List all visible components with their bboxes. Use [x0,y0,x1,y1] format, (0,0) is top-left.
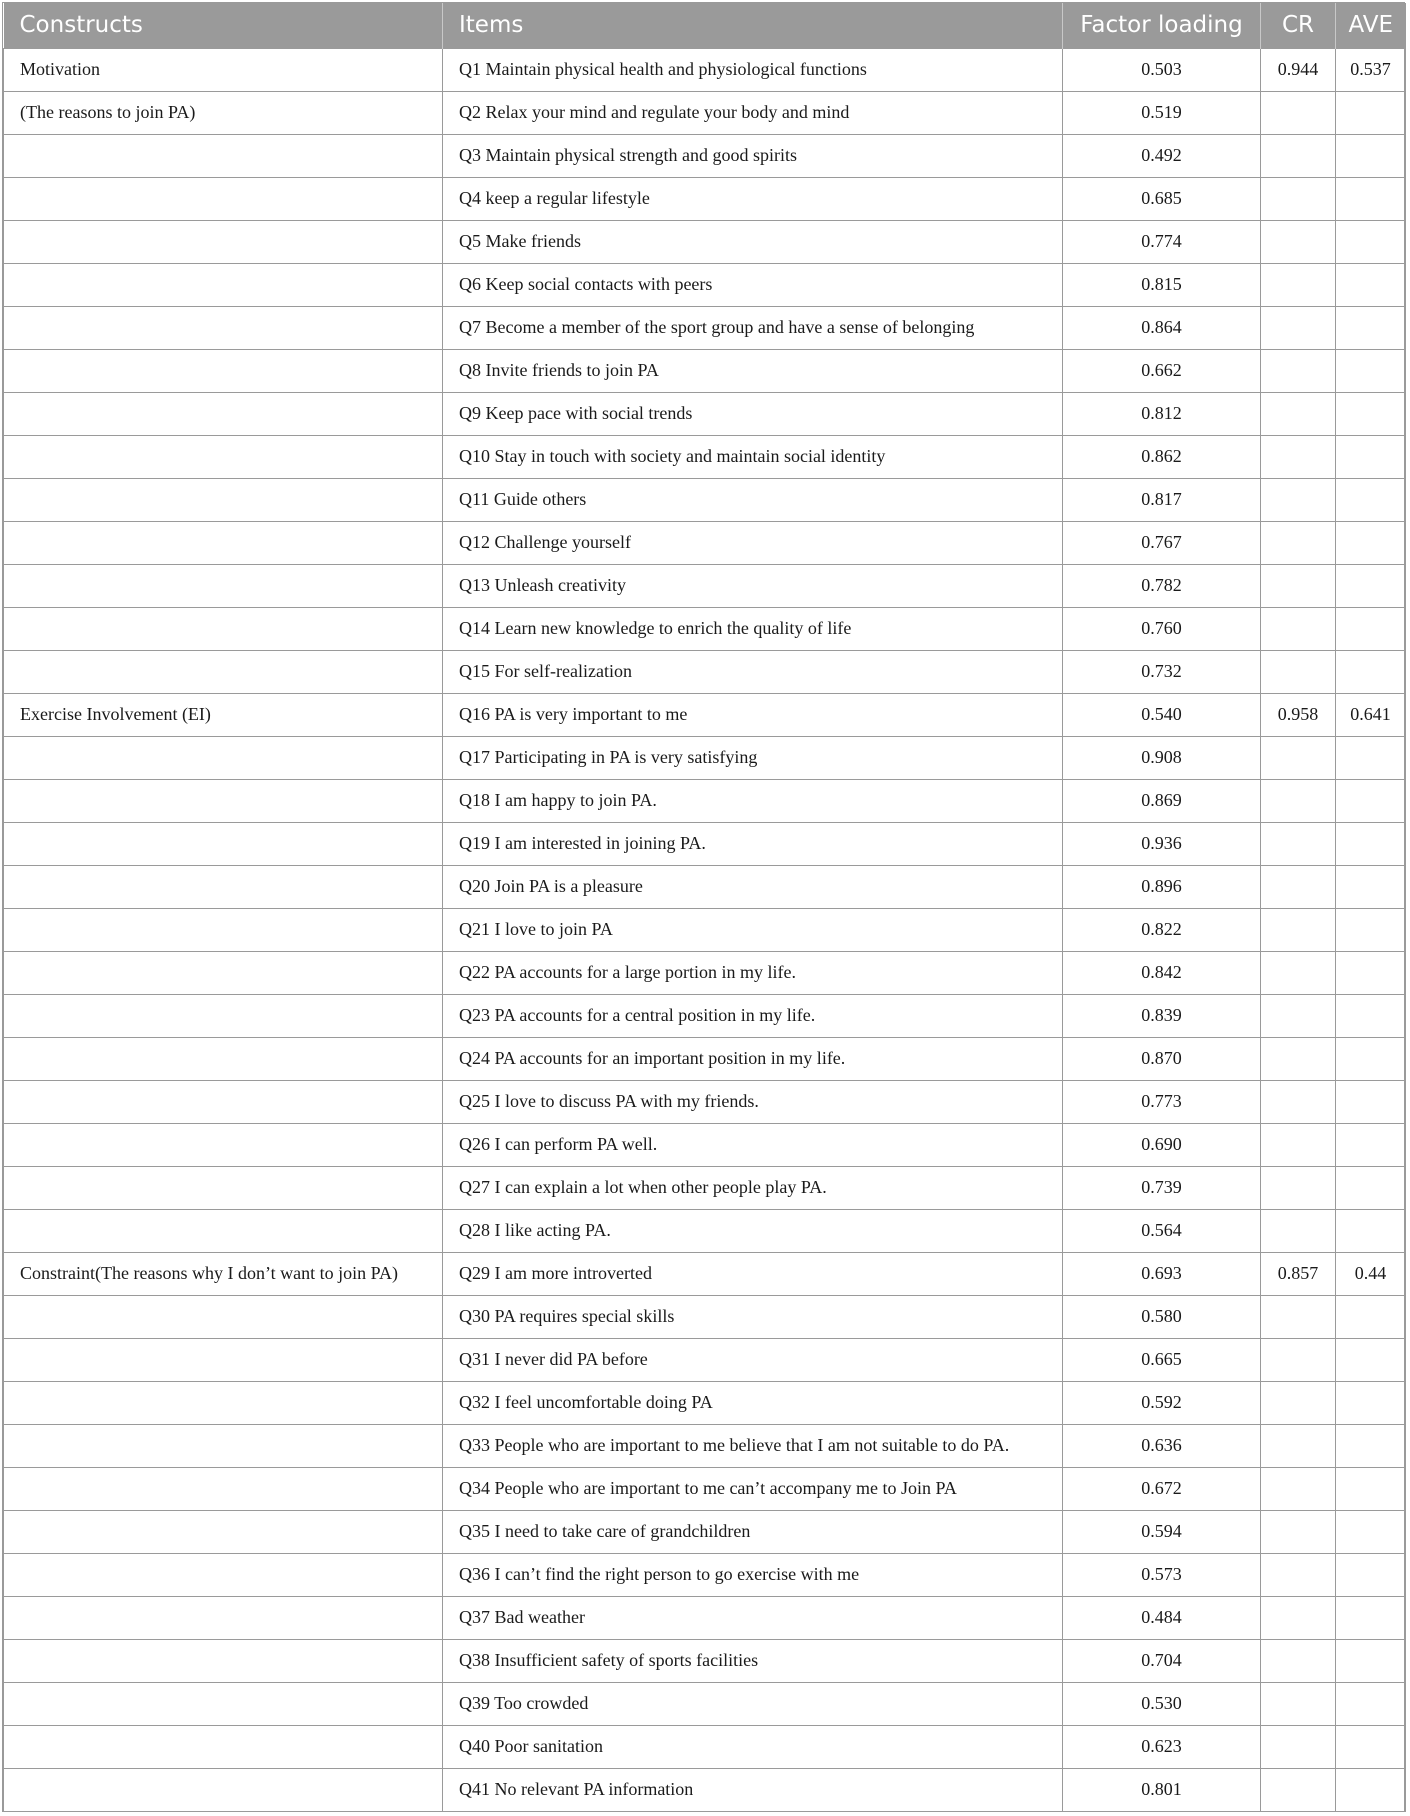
cell-factor-loading: 0.817 [1063,478,1261,521]
cell-construct [4,994,443,1037]
cell-construct [4,1123,443,1166]
cell-factor-loading: 0.908 [1063,736,1261,779]
cell-factor-loading: 0.767 [1063,521,1261,564]
table-row [4,1725,1406,1768]
cell-cr [1261,392,1336,435]
cell-construct [4,306,443,349]
cell-cr [1261,263,1336,306]
cell-factor-loading: 0.774 [1063,220,1261,263]
cell-cr [1261,951,1336,994]
cell-item: Q7 Become a member of the sport group and have a sense of belonging [443,306,1063,349]
table-row [4,1467,1406,1510]
cell-ave: 0.44 [1336,1252,1406,1295]
table-row [4,693,1406,736]
cell-factor-loading: 0.842 [1063,951,1261,994]
cell-cr: 0.857 [1261,1252,1336,1295]
cell-factor-loading: 0.870 [1063,1037,1261,1080]
cell-ave [1336,1553,1406,1596]
cell-factor-loading: 0.773 [1063,1080,1261,1123]
cell-construct [4,1553,443,1596]
cell-construct [4,521,443,564]
table-row [4,177,1406,220]
cell-item: Q27 I can explain a lot when other people play PA. [443,1166,1063,1209]
table-body [4,48,1406,1811]
cell-factor-loading: 0.896 [1063,865,1261,908]
cell-construct [4,1768,443,1811]
table-row [4,1510,1406,1553]
cell-cr [1261,349,1336,392]
cell-ave [1336,263,1406,306]
table-row [4,1424,1406,1467]
cell-ave [1336,1768,1406,1811]
table-row [4,521,1406,564]
cell-construct [4,1209,443,1252]
cell-ave: 0.641 [1336,693,1406,736]
cell-cr [1261,521,1336,564]
cell-ave [1336,1209,1406,1252]
table-row [4,392,1406,435]
cell-factor-loading: 0.685 [1063,177,1261,220]
table-row [4,1209,1406,1252]
cell-construct [4,650,443,693]
cell-ave [1336,1037,1406,1080]
table-row [4,1252,1406,1295]
factor-loading-table [3,3,1406,1812]
cell-construct [4,865,443,908]
cell-factor-loading: 0.693 [1063,1252,1261,1295]
table-row [4,1166,1406,1209]
cell-construct [4,177,443,220]
cell-factor-loading: 0.864 [1063,306,1261,349]
cell-item: Q16 PA is very important to me [443,693,1063,736]
cell-item: Q28 I like acting PA. [443,1209,1063,1252]
table-row [4,48,1406,91]
cell-ave [1336,1123,1406,1166]
table-row [4,908,1406,951]
cell-item: Q40 Poor sanitation [443,1725,1063,1768]
header-items: Items [443,3,1063,48]
table-row [4,564,1406,607]
cell-cr [1261,1381,1336,1424]
cell-cr [1261,177,1336,220]
cell-ave [1336,1596,1406,1639]
cell-cr [1261,1639,1336,1682]
cell-cr [1261,1424,1336,1467]
cell-ave [1336,779,1406,822]
cell-construct: Motivation [4,48,443,91]
table-row [4,1338,1406,1381]
cell-factor-loading: 0.862 [1063,435,1261,478]
table-row [4,263,1406,306]
cell-item: Q18 I am happy to join PA. [443,779,1063,822]
cell-item: Q1 Maintain physical health and physiological functions [443,48,1063,91]
table-row [4,1553,1406,1596]
cell-cr [1261,1037,1336,1080]
cell-cr [1261,306,1336,349]
cell-factor-loading: 0.580 [1063,1295,1261,1338]
cell-ave [1336,1166,1406,1209]
cell-factor-loading: 0.815 [1063,263,1261,306]
cell-factor-loading: 0.573 [1063,1553,1261,1596]
cell-factor-loading: 0.662 [1063,349,1261,392]
cell-item: Q3 Maintain physical strength and good spirits [443,134,1063,177]
cell-construct [4,1510,443,1553]
cell-cr [1261,1510,1336,1553]
cell-construct [4,736,443,779]
cell-item: Q15 For self-realization [443,650,1063,693]
cell-factor-loading: 0.690 [1063,1123,1261,1166]
cell-cr [1261,564,1336,607]
table-row [4,822,1406,865]
cell-item: Q23 PA accounts for a central position in my life. [443,994,1063,1037]
table-row [4,91,1406,134]
cell-construct [4,220,443,263]
table-row [4,951,1406,994]
cell-item: Q24 PA accounts for an important position in my life. [443,1037,1063,1080]
cell-item: Q22 PA accounts for a large portion in my life. [443,951,1063,994]
cell-ave [1336,435,1406,478]
cell-factor-loading: 0.564 [1063,1209,1261,1252]
cell-construct [4,1166,443,1209]
cell-factor-loading: 0.540 [1063,693,1261,736]
cell-item: Q21 I love to join PA [443,908,1063,951]
table-row [4,865,1406,908]
cell-factor-loading: 0.732 [1063,650,1261,693]
cell-ave [1336,822,1406,865]
cell-ave [1336,736,1406,779]
cell-ave [1336,650,1406,693]
cell-factor-loading: 0.812 [1063,392,1261,435]
cell-factor-loading: 0.739 [1063,1166,1261,1209]
cell-construct [4,951,443,994]
cell-item: Q38 Insufficient safety of sports facilities [443,1639,1063,1682]
cell-item: Q5 Make friends [443,220,1063,263]
table-row [4,134,1406,177]
header-ave: AVE [1348,12,1394,39]
cell-ave [1336,1725,1406,1768]
table-row [4,1639,1406,1682]
table-row [4,607,1406,650]
cell-item: Q36 I can’t find the right person to go exercise with me [443,1553,1063,1596]
cell-item: Q34 People who are important to me can’t accompany me to Join PA [443,1467,1063,1510]
cell-factor-loading: 0.672 [1063,1467,1261,1510]
cell-cr [1261,1682,1336,1725]
cell-item: Q39 Too crowded [443,1682,1063,1725]
cell-construct [4,349,443,392]
cell-cr [1261,1467,1336,1510]
cell-cr [1261,994,1336,1037]
cell-item: Q9 Keep pace with social trends [443,392,1063,435]
header-row [4,3,1406,48]
cell-cr [1261,650,1336,693]
cell-cr [1261,865,1336,908]
cell-ave [1336,392,1406,435]
cell-factor-loading: 0.869 [1063,779,1261,822]
cell-construct [4,1639,443,1682]
table-row [4,1381,1406,1424]
cell-ave [1336,994,1406,1037]
cell-ave [1336,134,1406,177]
cell-item: Q14 Learn new knowledge to enrich the quality of life [443,607,1063,650]
cell-ave [1336,951,1406,994]
cell-factor-loading: 0.822 [1063,908,1261,951]
cell-item: Q6 Keep social contacts with peers [443,263,1063,306]
cell-item: Q29 I am more introverted [443,1252,1063,1295]
cell-factor-loading: 0.484 [1063,1596,1261,1639]
cell-ave [1336,220,1406,263]
cell-ave [1336,521,1406,564]
cell-ave [1336,908,1406,951]
table-row [4,1295,1406,1338]
cell-ave [1336,1682,1406,1725]
cell-item: Q13 Unleash creativity [443,564,1063,607]
cell-factor-loading: 0.503 [1063,48,1261,91]
table-row [4,478,1406,521]
cell-ave [1336,1338,1406,1381]
cell-ave [1336,91,1406,134]
cell-factor-loading: 0.936 [1063,822,1261,865]
cell-item: Q32 I feel uncomfortable doing PA [443,1381,1063,1424]
table-header [4,3,1406,48]
cell-construct [4,1725,443,1768]
cell-ave [1336,564,1406,607]
cell-cr: 0.958 [1261,693,1336,736]
cell-ave [1336,478,1406,521]
cell-construct [4,1682,443,1725]
table-row [4,220,1406,263]
cell-cr [1261,607,1336,650]
cell-item: Q4 keep a regular lifestyle [443,177,1063,220]
table-row [4,650,1406,693]
table-row [4,1123,1406,1166]
cell-cr [1261,220,1336,263]
table-row [4,435,1406,478]
table-row [4,1682,1406,1725]
table-row [4,736,1406,779]
cell-item: Q35 I need to take care of grandchildren [443,1510,1063,1553]
cell-factor-loading: 0.592 [1063,1381,1261,1424]
cell-cr [1261,1725,1336,1768]
cell-cr [1261,1768,1336,1811]
cell-factor-loading: 0.704 [1063,1639,1261,1682]
cell-ave [1336,607,1406,650]
cell-construct [4,435,443,478]
cell-item: Q8 Invite friends to join PA [443,349,1063,392]
cell-ave [1336,865,1406,908]
cell-item: Q17 Participating in PA is very satisfying [443,736,1063,779]
cell-cr [1261,779,1336,822]
cell-cr [1261,1166,1336,1209]
table-row [4,994,1406,1037]
cell-cr [1261,736,1336,779]
cell-cr [1261,1209,1336,1252]
cell-construct [4,1295,443,1338]
cell-construct [4,564,443,607]
cell-item: Q20 Join PA is a pleasure [443,865,1063,908]
cell-item: Q19 I am interested in joining PA. [443,822,1063,865]
cell-construct [4,1424,443,1467]
header-cr: CR [1261,3,1336,48]
cell-ave [1336,1381,1406,1424]
table-row [4,1768,1406,1811]
cell-cr [1261,1553,1336,1596]
cell-ave [1336,177,1406,220]
cell-item: Q41 No relevant PA information [443,1768,1063,1811]
cell-construct: Exercise Involvement (EI) [4,693,443,736]
cell-cr [1261,1295,1336,1338]
cell-construct [4,263,443,306]
cell-ave [1336,1467,1406,1510]
table-row [4,779,1406,822]
cell-item: Q33 People who are important to me believe that I am not suitable to do PA. [443,1424,1063,1467]
table-row [4,1037,1406,1080]
cell-construct [4,1467,443,1510]
cell-cr [1261,822,1336,865]
cell-factor-loading: 0.594 [1063,1510,1261,1553]
cell-construct [4,1338,443,1381]
table-row [4,306,1406,349]
cell-ave [1336,1639,1406,1682]
cell-factor-loading: 0.623 [1063,1725,1261,1768]
table-row [4,349,1406,392]
cell-item: Q11 Guide others [443,478,1063,521]
cell-ave [1336,1424,1406,1467]
table-row [4,1596,1406,1639]
cell-cr [1261,1123,1336,1166]
cell-cr [1261,478,1336,521]
cell-factor-loading: 0.665 [1063,1338,1261,1381]
cell-construct [4,1381,443,1424]
cell-cr [1261,91,1336,134]
cell-item: Q2 Relax your mind and regulate your body and mind [443,91,1063,134]
cell-cr [1261,1338,1336,1381]
cell-construct [4,822,443,865]
header-constructs: Constructs [4,3,443,48]
cell-construct [4,1037,443,1080]
cell-construct [4,779,443,822]
cell-item: Q10 Stay in touch with society and maintain social identity [443,435,1063,478]
cell-ave [1336,1295,1406,1338]
cell-construct: Constraint(The reasons why I don’t want to join PA) [4,1252,443,1295]
cell-cr [1261,134,1336,177]
cell-ave [1336,306,1406,349]
header-factor-loading: Factor loading [1063,3,1261,48]
cell-factor-loading: 0.530 [1063,1682,1261,1725]
cell-construct [4,607,443,650]
cell-ave [1336,349,1406,392]
cell-factor-loading: 0.636 [1063,1424,1261,1467]
cell-construct [4,478,443,521]
cell-item: Q25 I love to discuss PA with my friends. [443,1080,1063,1123]
cell-ave [1336,1080,1406,1123]
cell-construct [4,908,443,951]
cell-factor-loading: 0.760 [1063,607,1261,650]
cell-construct: (The reasons to join PA) [4,91,443,134]
cell-item: Q37 Bad weather [443,1596,1063,1639]
cell-factor-loading: 0.782 [1063,564,1261,607]
cell-cr [1261,908,1336,951]
cell-item: Q31 I never did PA before [443,1338,1063,1381]
cell-cr [1261,435,1336,478]
cell-item: Q30 PA requires special skills [443,1295,1063,1338]
cell-item: Q26 I can perform PA well. [443,1123,1063,1166]
cell-construct [4,1596,443,1639]
cell-construct [4,1080,443,1123]
cell-item: Q12 Challenge yourself [443,521,1063,564]
cell-construct [4,392,443,435]
cell-factor-loading: 0.801 [1063,1768,1261,1811]
cell-cr: 0.944 [1261,48,1336,91]
cell-factor-loading: 0.839 [1063,994,1261,1037]
cell-cr [1261,1596,1336,1639]
cell-cr [1261,1080,1336,1123]
table-row [4,1080,1406,1123]
cell-factor-loading: 0.519 [1063,91,1261,134]
cell-factor-loading: 0.492 [1063,134,1261,177]
cell-ave: 0.537 [1336,48,1406,91]
cell-ave [1336,1510,1406,1553]
cell-construct [4,134,443,177]
